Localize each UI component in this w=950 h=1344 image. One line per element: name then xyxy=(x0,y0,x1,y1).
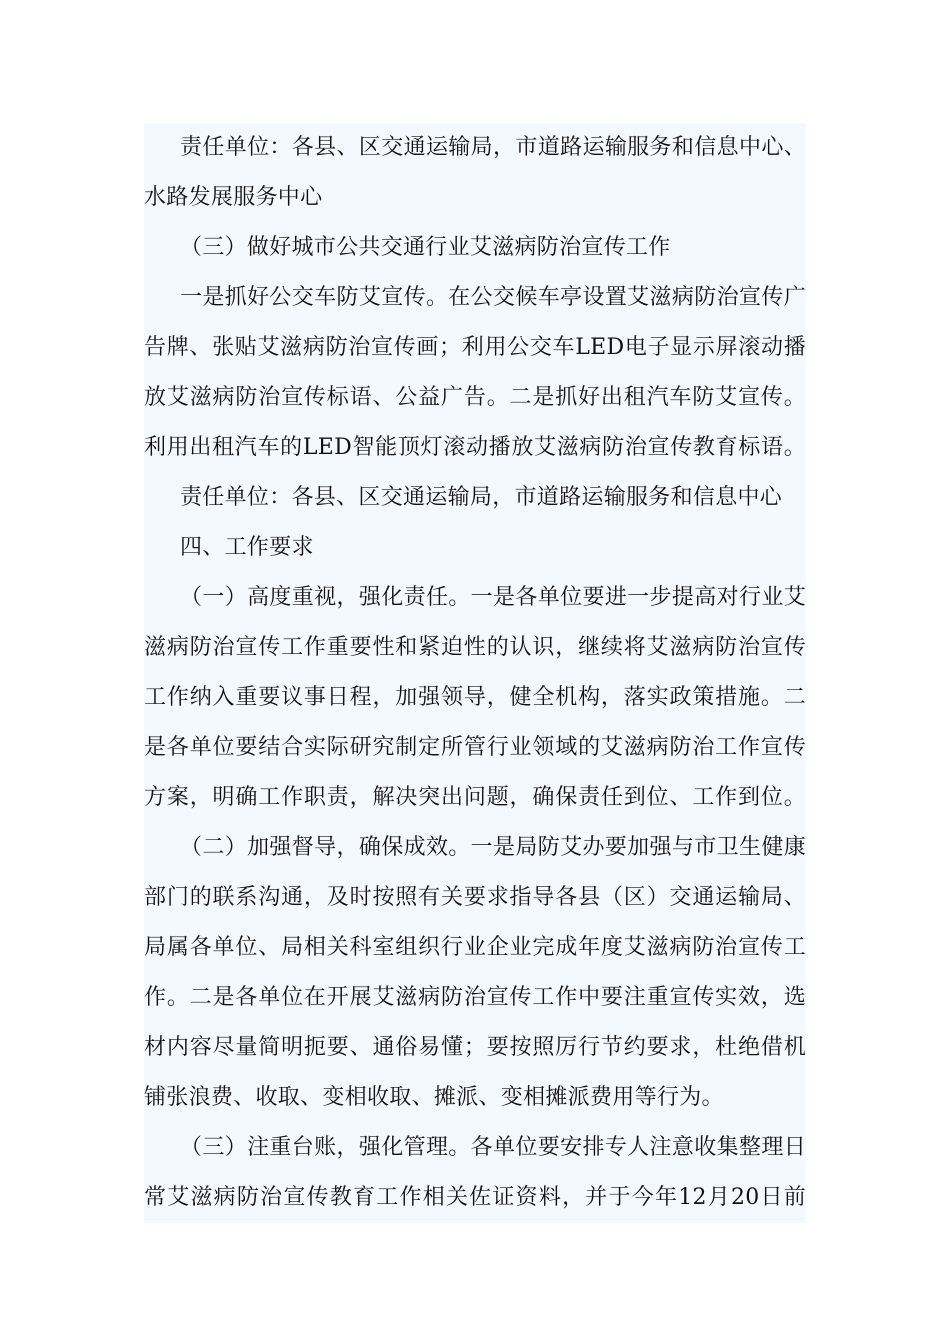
section-heading: （三）做好城市公共交通行业艾滋病防治宣传工作 xyxy=(180,235,671,260)
paragraph-line: 方案，明确工作职责，解决突出问题，确保责任到位、工作到位。 xyxy=(144,785,806,810)
paragraph-line: 常艾滋病防治宣传教育工作相关佐证资料，并于今年12月20日前 xyxy=(144,1185,806,1210)
paragraph-line: 材内容尽量简明扼要、通俗易懂；要按照厉行节约要求，杜绝借机 xyxy=(144,1035,806,1060)
paragraph-line: 利用出租汽车的LED智能顶灯滚动播放艾滋病防治宣传教育标语。 xyxy=(144,435,806,460)
paragraph-line: 部门的联系沟通，及时按照有关要求指导各县（区）交通运输局、 xyxy=(144,885,806,910)
paragraph-line: 责任单位：各县、区交通运输局，市道路运输服务和信息中心、 xyxy=(180,135,806,160)
paragraph-line: 是各单位要结合实际研究制定所管行业领域的艾滋病防治工作宣传 xyxy=(144,735,806,760)
paragraph-line: 放艾滋病防治宣传标语、公益广告。二是抓好出租汽车防艾宣传。 xyxy=(144,385,806,410)
paragraph-line: 滋病防治宣传工作重要性和紧迫性的认识，继续将艾滋病防治宣传 xyxy=(144,635,806,660)
paragraph-line: （一）高度重视，强化责任。一是各单位要进一步提高对行业艾 xyxy=(180,585,806,610)
paragraph-line: （二）加强督导，确保成效。一是局防艾办要加强与市卫生健康 xyxy=(180,835,806,860)
paragraph-line: 作。二是各单位在开展艾滋病防治宣传工作中要注重宣传实效，选 xyxy=(144,985,806,1010)
paragraph-line: （三）注重台账，强化管理。各单位要安排专人注意收集整理日 xyxy=(180,1135,806,1160)
paragraph-line: 告牌、张贴艾滋病防治宣传画；利用公交车LED电子显示屏滚动播 xyxy=(144,335,806,360)
document-body xyxy=(144,123,806,1223)
paragraph-line: 责任单位：各县、区交通运输局，市道路运输服务和信息中心 xyxy=(180,485,783,510)
paragraph-line: 水路发展服务中心 xyxy=(144,185,323,210)
paragraph-line: 局属各单位、局相关科室组织行业企业完成年度艾滋病防治宣传工 xyxy=(144,935,806,960)
paragraph-line: 铺张浪费、收取、变相收取、摊派、变相摊派费用等行为。 xyxy=(144,1085,724,1110)
paragraph-line: 工作纳入重要议事日程，加强领导，健全机构，落实政策措施。二 xyxy=(144,685,806,710)
section-heading: 四、工作要求 xyxy=(180,535,314,560)
paragraph-line: 一是抓好公交车防艾宣传。在公交候车亭设置艾滋病防治宣传广 xyxy=(180,285,806,310)
